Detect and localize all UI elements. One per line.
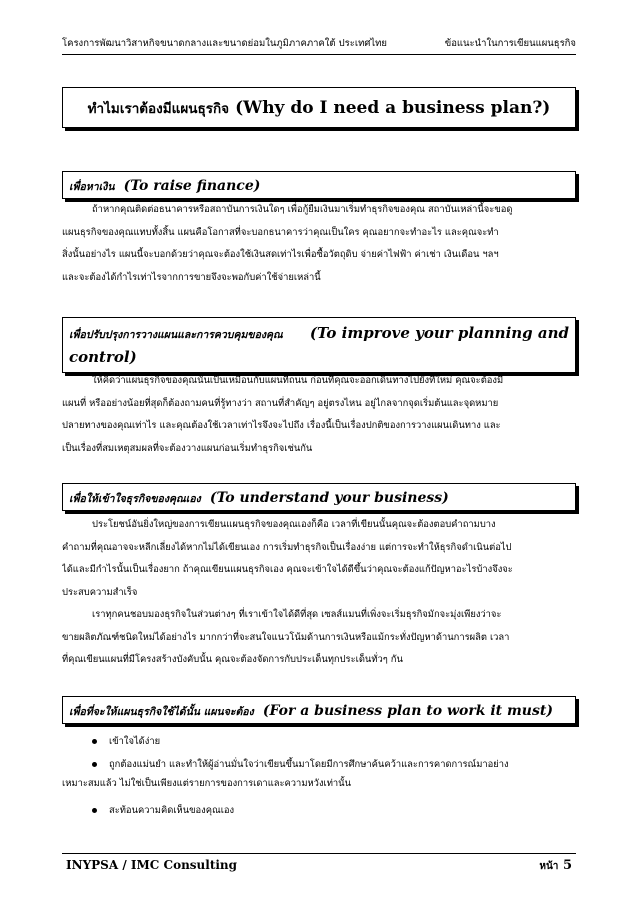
text-line: และจะต้องได้กำไรเท่าไรจากการขายจึงจะพอกับค่าใช้จ่ายเหล่านี้ bbox=[62, 271, 321, 283]
footer-company: INYPSA / IMC Consulting bbox=[66, 858, 238, 872]
page-title bbox=[62, 87, 576, 128]
page-title-thai: ทำไมเราต้องมีแผนธุรกิจ bbox=[87, 100, 230, 117]
section-heading-english: (For a business plan to work it must) bbox=[262, 703, 553, 719]
page-title-english: (Why do I need a business plan?) bbox=[235, 97, 551, 118]
bullet-item bbox=[92, 734, 160, 749]
page-footer bbox=[62, 853, 576, 878]
text-line: ประสบความสำเร็จ bbox=[62, 586, 138, 598]
section-heading-thai: เพื่อให้เข้าใจธุรกิจของคุณเอง bbox=[69, 493, 201, 505]
section-heading-planning-control bbox=[62, 317, 576, 373]
bullet-item bbox=[92, 757, 509, 772]
page-number-label: หน้า bbox=[539, 861, 559, 872]
section-heading-understand-business bbox=[62, 483, 576, 511]
bullet-continuation bbox=[62, 773, 576, 796]
section-heading-english: (To understand your business) bbox=[209, 490, 449, 506]
paragraph-raise-finance bbox=[62, 199, 576, 289]
section-heading-thai: เพื่อที่จะให้แผนธุรกิจใช้ได้นั้น แผนจะต้อง bbox=[69, 706, 254, 718]
text-line: ให้คิดว่าแผนธุรกิจของคุณนั้นเป็นเหมือนกับแผนที่ถนน ก่อนที่คุณจะออกเดินทางไปยังที่ใหม่ คุณจะต้องมี bbox=[92, 375, 504, 386]
text-line: ประโยชน์อันยิ่งใหญ่ของการเขียนแผนธุรกิจของคุณเองก็คือ เวลาที่เขียนนั้นคุณจะต้องตอบคำถามบาง bbox=[92, 519, 496, 530]
text-line: ได้และมีกำไรนั้นเป็นเรื่องยาก ถ้าคุณเขียนแผนธุรกิจเอง คุณจะเข้าใจได้ดีขึ้นว่าคุณจะต้องแก้ปัญหาอะไรบ้างจึงจะ bbox=[62, 564, 513, 575]
section-heading-plan-must bbox=[62, 696, 576, 724]
paragraph-planning-control bbox=[62, 370, 576, 460]
bullet-icon bbox=[92, 808, 97, 813]
section-heading-english-cont: control) bbox=[69, 348, 137, 366]
text-line: ปลายทางของคุณเท่าไร และคุณต้องใช้เวลาเท่าไรจึงจะไปถึง เรื่องนี้เป็นเรื่องปกติของการวางแผนเดินทาง และ bbox=[62, 420, 501, 431]
text-line: สิ่งนั้นอย่างไร แผนนี้จะบอกด้วยว่าคุณจะต้องใช้เงินสดเท่าไรเพื่อซื้อวัตถุดิบ จ่ายค่าไฟฟ้า ค่าเช่า เงินเดือน ฯลฯ bbox=[62, 249, 499, 260]
bullet-text: เข้าใจได้ง่าย bbox=[109, 736, 161, 747]
bullet-text: ถูกต้องแม่นยำ และทำให้ผู้อ่านมั่นใจว่าเขียนขึ้นมาโดยมีการศึกษาค้นคว้าและการคาดการณ์มาอย่าง bbox=[109, 759, 509, 770]
bullet-icon bbox=[92, 762, 97, 767]
page-header bbox=[62, 34, 576, 55]
bullet-icon bbox=[92, 739, 97, 744]
page-number-value: 5 bbox=[562, 858, 572, 873]
text-line: เราทุกคนชอบมองธุรกิจในส่วนต่างๆ ที่เราเข้าใจได้ดีที่สุด เซลส์แมนที่เพิ่งจะเริ่มธุรกิจมักจะมุ่งเพียงว่าจะ bbox=[92, 609, 502, 620]
section-heading-raise-finance bbox=[62, 171, 576, 199]
section-heading-thai: เพื่อหาเงิน bbox=[69, 181, 115, 193]
text-line: ถ้าหากคุณติดต่อธนาคารหรือสถาบันการเงินใดๆ เพื่อกู้ยืมเงินมาเริ่มทำธุรกิจของคุณ สถาบันเหล่านี้จะขอดู bbox=[92, 204, 513, 215]
text-line: แผนที่ หรืออย่างน้อยที่สุดก็ต้องถามคนที่รู้ทางว่า สถานที่สำคัญๆ อยู่ตรงไหน อยู่ไกลจากจุดเริ่มต้นและจุดหมาย bbox=[62, 397, 499, 409]
text-line: ที่คุณเขียนแผนที่มีโครงสร้างบังคับนั้น คุณจะต้องจัดการกับประเด็นทุกประเด็นทั่วๆ กัน bbox=[62, 654, 403, 665]
bullet-text: สะท้อนความคิดเห็นของคุณเอง bbox=[109, 805, 235, 816]
header-doc-title: ข้อแนะนำในการเขียนแผนธุรกิจ bbox=[444, 38, 576, 49]
section-heading-english: (To improve your planning and bbox=[309, 324, 569, 342]
paragraph-understand-business bbox=[62, 514, 576, 672]
bullet-item bbox=[92, 803, 234, 818]
text-line: คำถามที่คุณอาจจะหลีกเลี่ยงได้หากไม่ได้เขียนเอง การเริ่มทำธุรกิจเป็นเรื่องง่าย แต่การจะทำให้ธุรกิจดำเนินต่อไป bbox=[62, 541, 512, 553]
section-heading-english: (To raise finance) bbox=[123, 178, 261, 194]
header-project-name: โครงการพัฒนาวิสาหกิจขนาดกลางและขนาดย่อมในภูมิภาคภาคใต้ ประเทศไทย bbox=[62, 38, 387, 49]
text-line: แผนธุรกิจของคุณแทบทั้งสิ้น แผนคือโอกาสที่จะบอกธนาคารว่าคุณเป็นใคร คุณอยากจะทำอะไร และคุณจะทำ bbox=[62, 226, 499, 238]
section-heading-thai: เพื่อปรับปรุงการวางแผนและการควบคุมของคุณ bbox=[69, 329, 283, 341]
page-number bbox=[539, 858, 572, 874]
text-line: เป็นเรื่องที่สมเหตุสมผลที่จะต้องวางแผนก่อนเริ่มทำธุรกิจเช่นกัน bbox=[62, 442, 313, 454]
text-line: เหมาะสมแล้ว ไม่ใช่เป็นเพียงแต่รายการของการเดาและความหวังเท่านั้น bbox=[62, 778, 351, 789]
text-line: ขายผลิตภัณฑ์ชนิดใหม่ได้อย่างไร มากกว่าที่จะสนใจแนวโน้มด้านการเงินหรือแม้กระทั่งปัญหาด้านการผลิต เวลา bbox=[62, 631, 510, 643]
